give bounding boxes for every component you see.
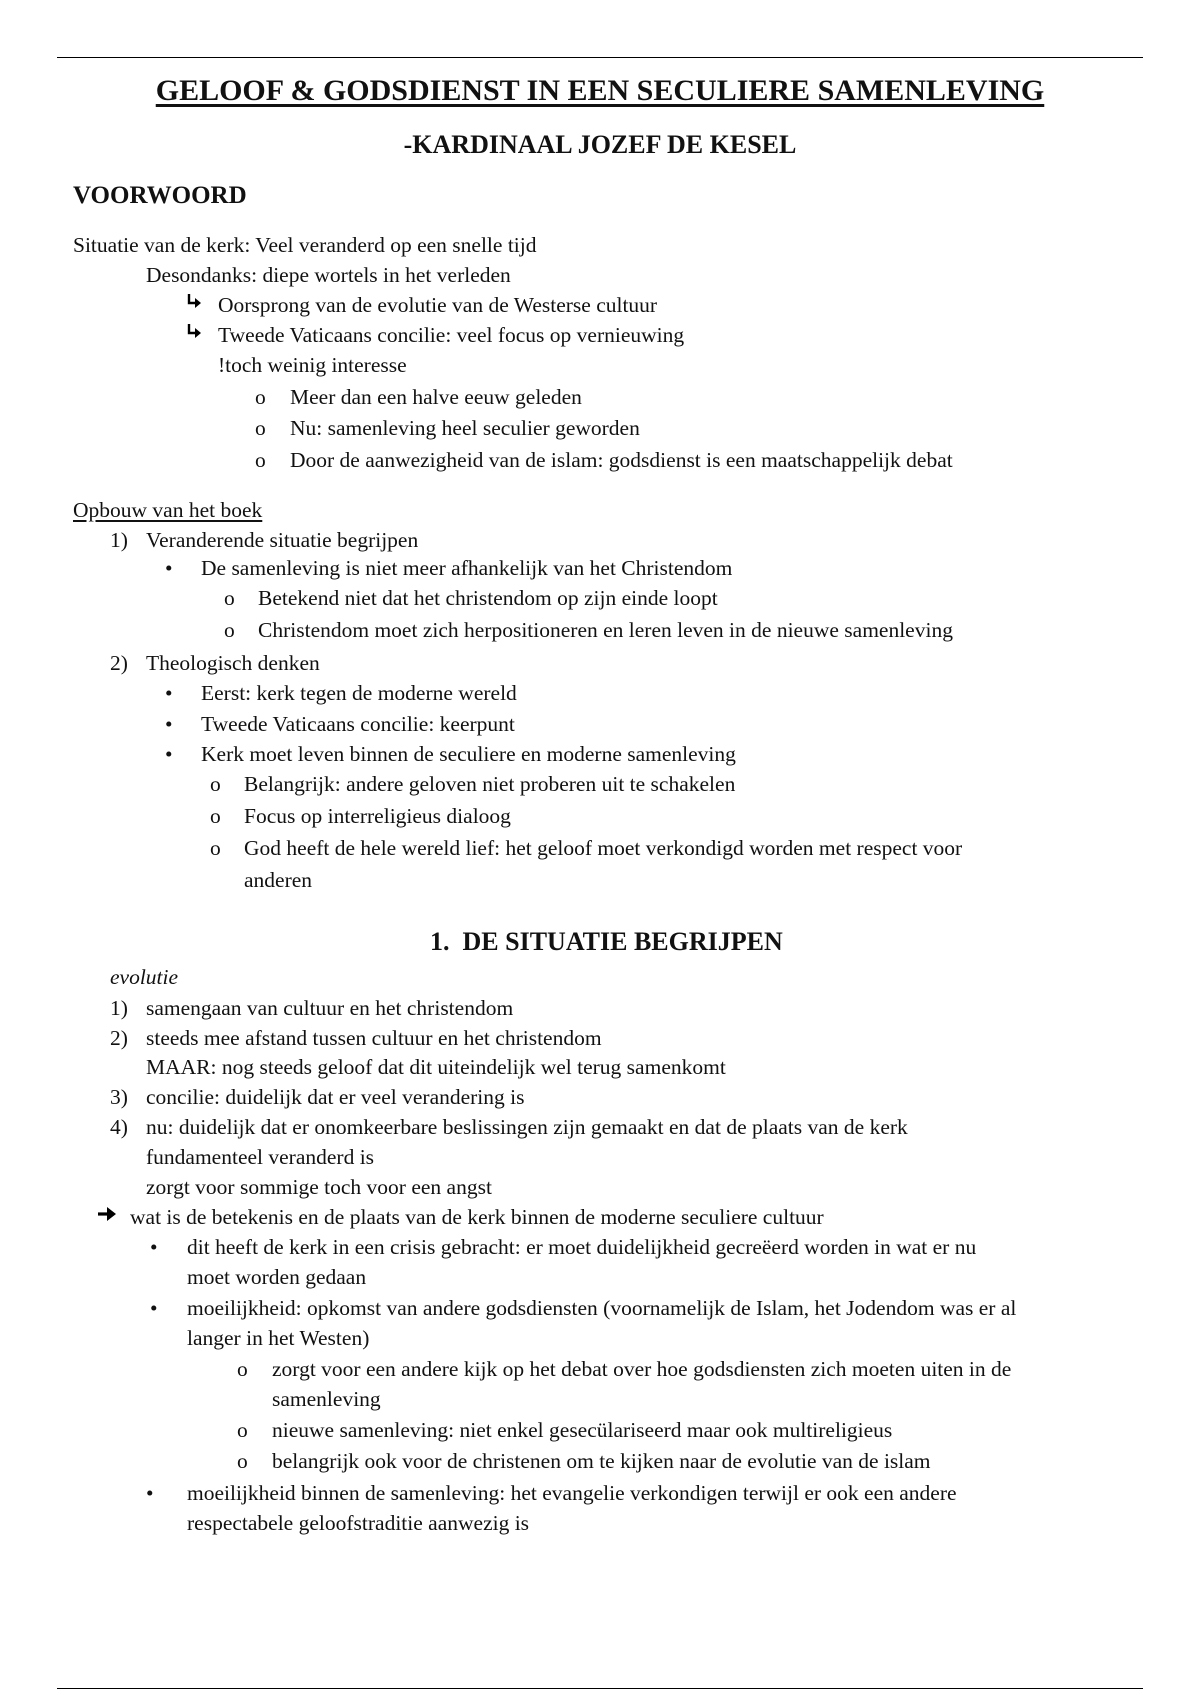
voorwoord-line-1: Situatie van de kerk: Veel veranderd op een snelle tijd [73, 233, 537, 257]
section-1-heading [430, 927, 783, 957]
opbouw-item-1: Veranderende situatie begrijpen [146, 528, 419, 552]
section-bullet-2-cont: langer in het Westen) [187, 1326, 370, 1350]
bottom-rule [57, 1688, 1143, 1689]
bullet: • [165, 556, 173, 580]
section-sub-1-cont: samenleving [272, 1387, 381, 1411]
voorwoord-line-5: !toch weinig interesse [218, 353, 407, 377]
opbouw-sub-2: Christendom moet zich herpositioneren en leren leven in de nieuwe samenleving [258, 618, 953, 642]
evolutie-item-4-cont: fundamenteel veranderd is [146, 1145, 375, 1169]
section-bullet-3: moeilijkheid binnen de samenleving: het evangelie verkondigen terwijl er ook een andere [187, 1481, 957, 1505]
voorwoord-line-4: Tweede Vaticaans concilie: veel focus op vernieuwing [218, 323, 685, 347]
circle-bullet: o [210, 804, 221, 828]
opbouw-item-2: Theologisch denken [146, 651, 320, 675]
section-sub-2: nieuwe samenleving: niet enkel gesecülariseerd maar ook multireligieus [272, 1418, 893, 1442]
evolutie-item-4: nu: duidelijk dat er onomkeerbare beslissingen zijn gemaakt en dat de plaats van de kerk [146, 1115, 908, 1139]
voorwoord-line-2: Desondanks: diepe wortels in het verleden [146, 263, 511, 287]
evolutie-item-3: concilie: duidelijk dat er veel verandering is [146, 1085, 525, 1109]
circle-bullet: o [255, 448, 266, 472]
bullet: • [150, 1235, 158, 1259]
list-number: 3) [110, 1085, 128, 1109]
opbouw-bullet-3: Tweede Vaticaans concilie: keerpunt [201, 712, 515, 736]
top-rule [57, 57, 1143, 58]
list-number: 2) [110, 651, 128, 675]
voorwoord-line-7: Nu: samenleving heel seculier geworden [290, 416, 640, 440]
opbouw-sub-5-cont: anderen [244, 868, 313, 892]
opbouw-sub-5: God heeft de hele wereld lief: het geloof moet verkondigd worden met respect voor [244, 836, 963, 860]
section-bullet-3-cont: respectabele geloofstraditie aanwezig is [187, 1511, 530, 1535]
circle-bullet: o [255, 385, 266, 409]
evolutie-item-2-cont: MAAR: nog steeds geloof dat dit uiteindelijk wel terug samenkomt [146, 1055, 726, 1079]
opbouw-bullet-4: Kerk moet leven binnen de seculiere en moderne samenleving [201, 742, 736, 766]
opbouw-sub-4: Focus op interreligieus dialoog [244, 804, 511, 828]
list-number: 4) [110, 1115, 128, 1139]
evolutie-item-4-note: zorgt voor sommige toch voor een angst [146, 1175, 492, 1199]
list-number: 1) [110, 996, 128, 1020]
opbouw-bullet-2: Eerst: kerk tegen de moderne wereld [201, 681, 517, 705]
circle-bullet: o [237, 1449, 248, 1473]
document-subtitle: -KARDINAAL JOZEF DE KESEL [403, 130, 797, 159]
list-number: 1) [110, 528, 128, 552]
bullet: • [165, 712, 173, 736]
evolutie-label: evolutie [110, 965, 179, 989]
curved-arrow-icon [186, 321, 202, 349]
circle-bullet: o [255, 416, 266, 440]
bullet: • [165, 681, 173, 705]
section-bullet-2: moeilijkheid: opkomst van andere godsdiensten (voornamelijk de Islam, het Jodendom was er al [187, 1296, 1017, 1320]
voorwoord-heading: VOORWOORD [73, 182, 247, 209]
document-title: GELOOF & GODSDIENST IN EEN SECULIERE SAMENLEVING [155, 74, 1045, 107]
evolutie-item-1: samengaan van cultuur en het christendom [146, 996, 514, 1020]
section-bullet-1: dit heeft de kerk in een crisis gebracht: er moet duidelijkheid gecreëerd worden in wat er nu [187, 1235, 977, 1259]
arrow-question: wat is de betekenis en de plaats van de kerk binnen de moderne seculiere cultuur [130, 1205, 824, 1229]
curved-arrow-icon [186, 291, 202, 319]
bullet: • [150, 1296, 158, 1320]
bullet: • [165, 742, 173, 766]
arrow-right-icon [96, 1203, 118, 1232]
bullet: • [146, 1481, 154, 1505]
section-sub-1: zorgt voor een andere kijk op het debat over hoe godsdiensten zich moeten uiten in de [272, 1357, 1012, 1381]
voorwoord-line-6: Meer dan een halve eeuw geleden [290, 385, 582, 409]
circle-bullet: o [224, 586, 235, 610]
opbouw-sub-1: Betekend niet dat het christendom op zijn einde loopt [258, 586, 718, 610]
circle-bullet: o [210, 836, 221, 860]
section-number: 1. [430, 927, 450, 956]
opbouw-heading: Opbouw van het boek [73, 498, 263, 522]
list-number: 2) [110, 1026, 128, 1050]
circle-bullet: o [210, 772, 221, 796]
circle-bullet: o [224, 618, 235, 642]
section-sub-3: belangrijk ook voor de christenen om te kijken naar de evolutie van de islam [272, 1449, 931, 1473]
circle-bullet: o [237, 1418, 248, 1442]
section-title: DE SITUATIE BEGRIJPEN [462, 927, 783, 956]
opbouw-bullet-1: De samenleving is niet meer afhankelijk van het Christendom [201, 556, 733, 580]
voorwoord-line-8: Door de aanwezigheid van de islam: godsdienst is een maatschappelijk debat [290, 448, 953, 472]
voorwoord-line-3: Oorsprong van de evolutie van de Westerse cultuur [218, 293, 658, 317]
section-bullet-1-cont: moet worden gedaan [187, 1265, 367, 1289]
circle-bullet: o [237, 1357, 248, 1381]
evolutie-item-2: steeds mee afstand tussen cultuur en het christendom [146, 1026, 602, 1050]
opbouw-sub-3: Belangrijk: andere geloven niet proberen uit te schakelen [244, 772, 736, 796]
